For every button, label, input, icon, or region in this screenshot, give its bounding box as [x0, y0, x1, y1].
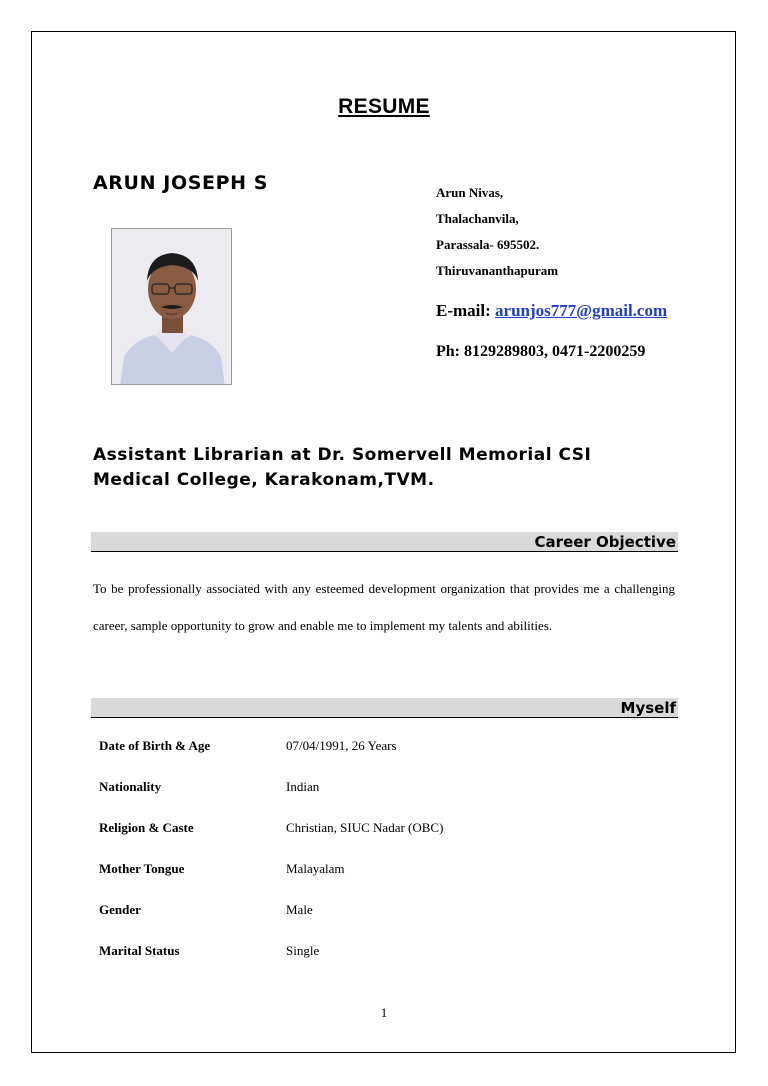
page-number: 1	[380, 1005, 388, 1020]
email-label: E-mail:	[436, 301, 491, 320]
info-value: Male	[286, 902, 313, 917]
profile-photo	[111, 228, 232, 385]
address-line: Parassala- 695502.	[436, 237, 540, 252]
resume-title: RESUME	[338, 95, 430, 118]
info-value: Christian, SIUC Nadar (OBC)	[286, 820, 444, 835]
email-line	[436, 301, 667, 321]
info-label: Nationality	[99, 779, 162, 794]
phone-line: Ph: 8129289803, 0471-2200259	[436, 343, 646, 360]
current-position: Assistant Librarian at Dr. Somervell Memorial CSI Medical College, Karakonam,TVM.	[93, 445, 592, 490]
email-link[interactable]: arunjos777@gmail.com	[495, 301, 668, 320]
info-label: Gender	[99, 902, 141, 917]
info-value: 07/04/1991, 26 Years	[286, 738, 397, 753]
postal-address	[436, 180, 558, 284]
info-label: Marital Status	[99, 943, 180, 958]
info-value: Single	[286, 943, 320, 958]
candidate-name: ARUN JOSEPH S	[93, 172, 269, 194]
address-line: Arun Nivas,	[436, 185, 504, 200]
myself-heading: Myself	[91, 698, 678, 718]
info-label: Mother Tongue	[99, 861, 185, 876]
info-label: Date of Birth & Age	[99, 738, 211, 753]
info-value: Indian	[286, 779, 320, 794]
profile-photo-image	[112, 229, 232, 385]
career-objective-heading: Career Objective	[91, 532, 678, 552]
info-label: Religion & Caste	[99, 820, 194, 835]
address-line: Thalachanvila,	[436, 211, 519, 226]
career-objective-text: To be professionally associated with any esteemed development organization that provides me a challenging career, sample opportunity to grow and enable me to implement my talents and abilities.	[93, 581, 675, 633]
address-line: Thiruvananthapuram	[436, 263, 559, 278]
info-value: Malayalam	[286, 861, 345, 876]
